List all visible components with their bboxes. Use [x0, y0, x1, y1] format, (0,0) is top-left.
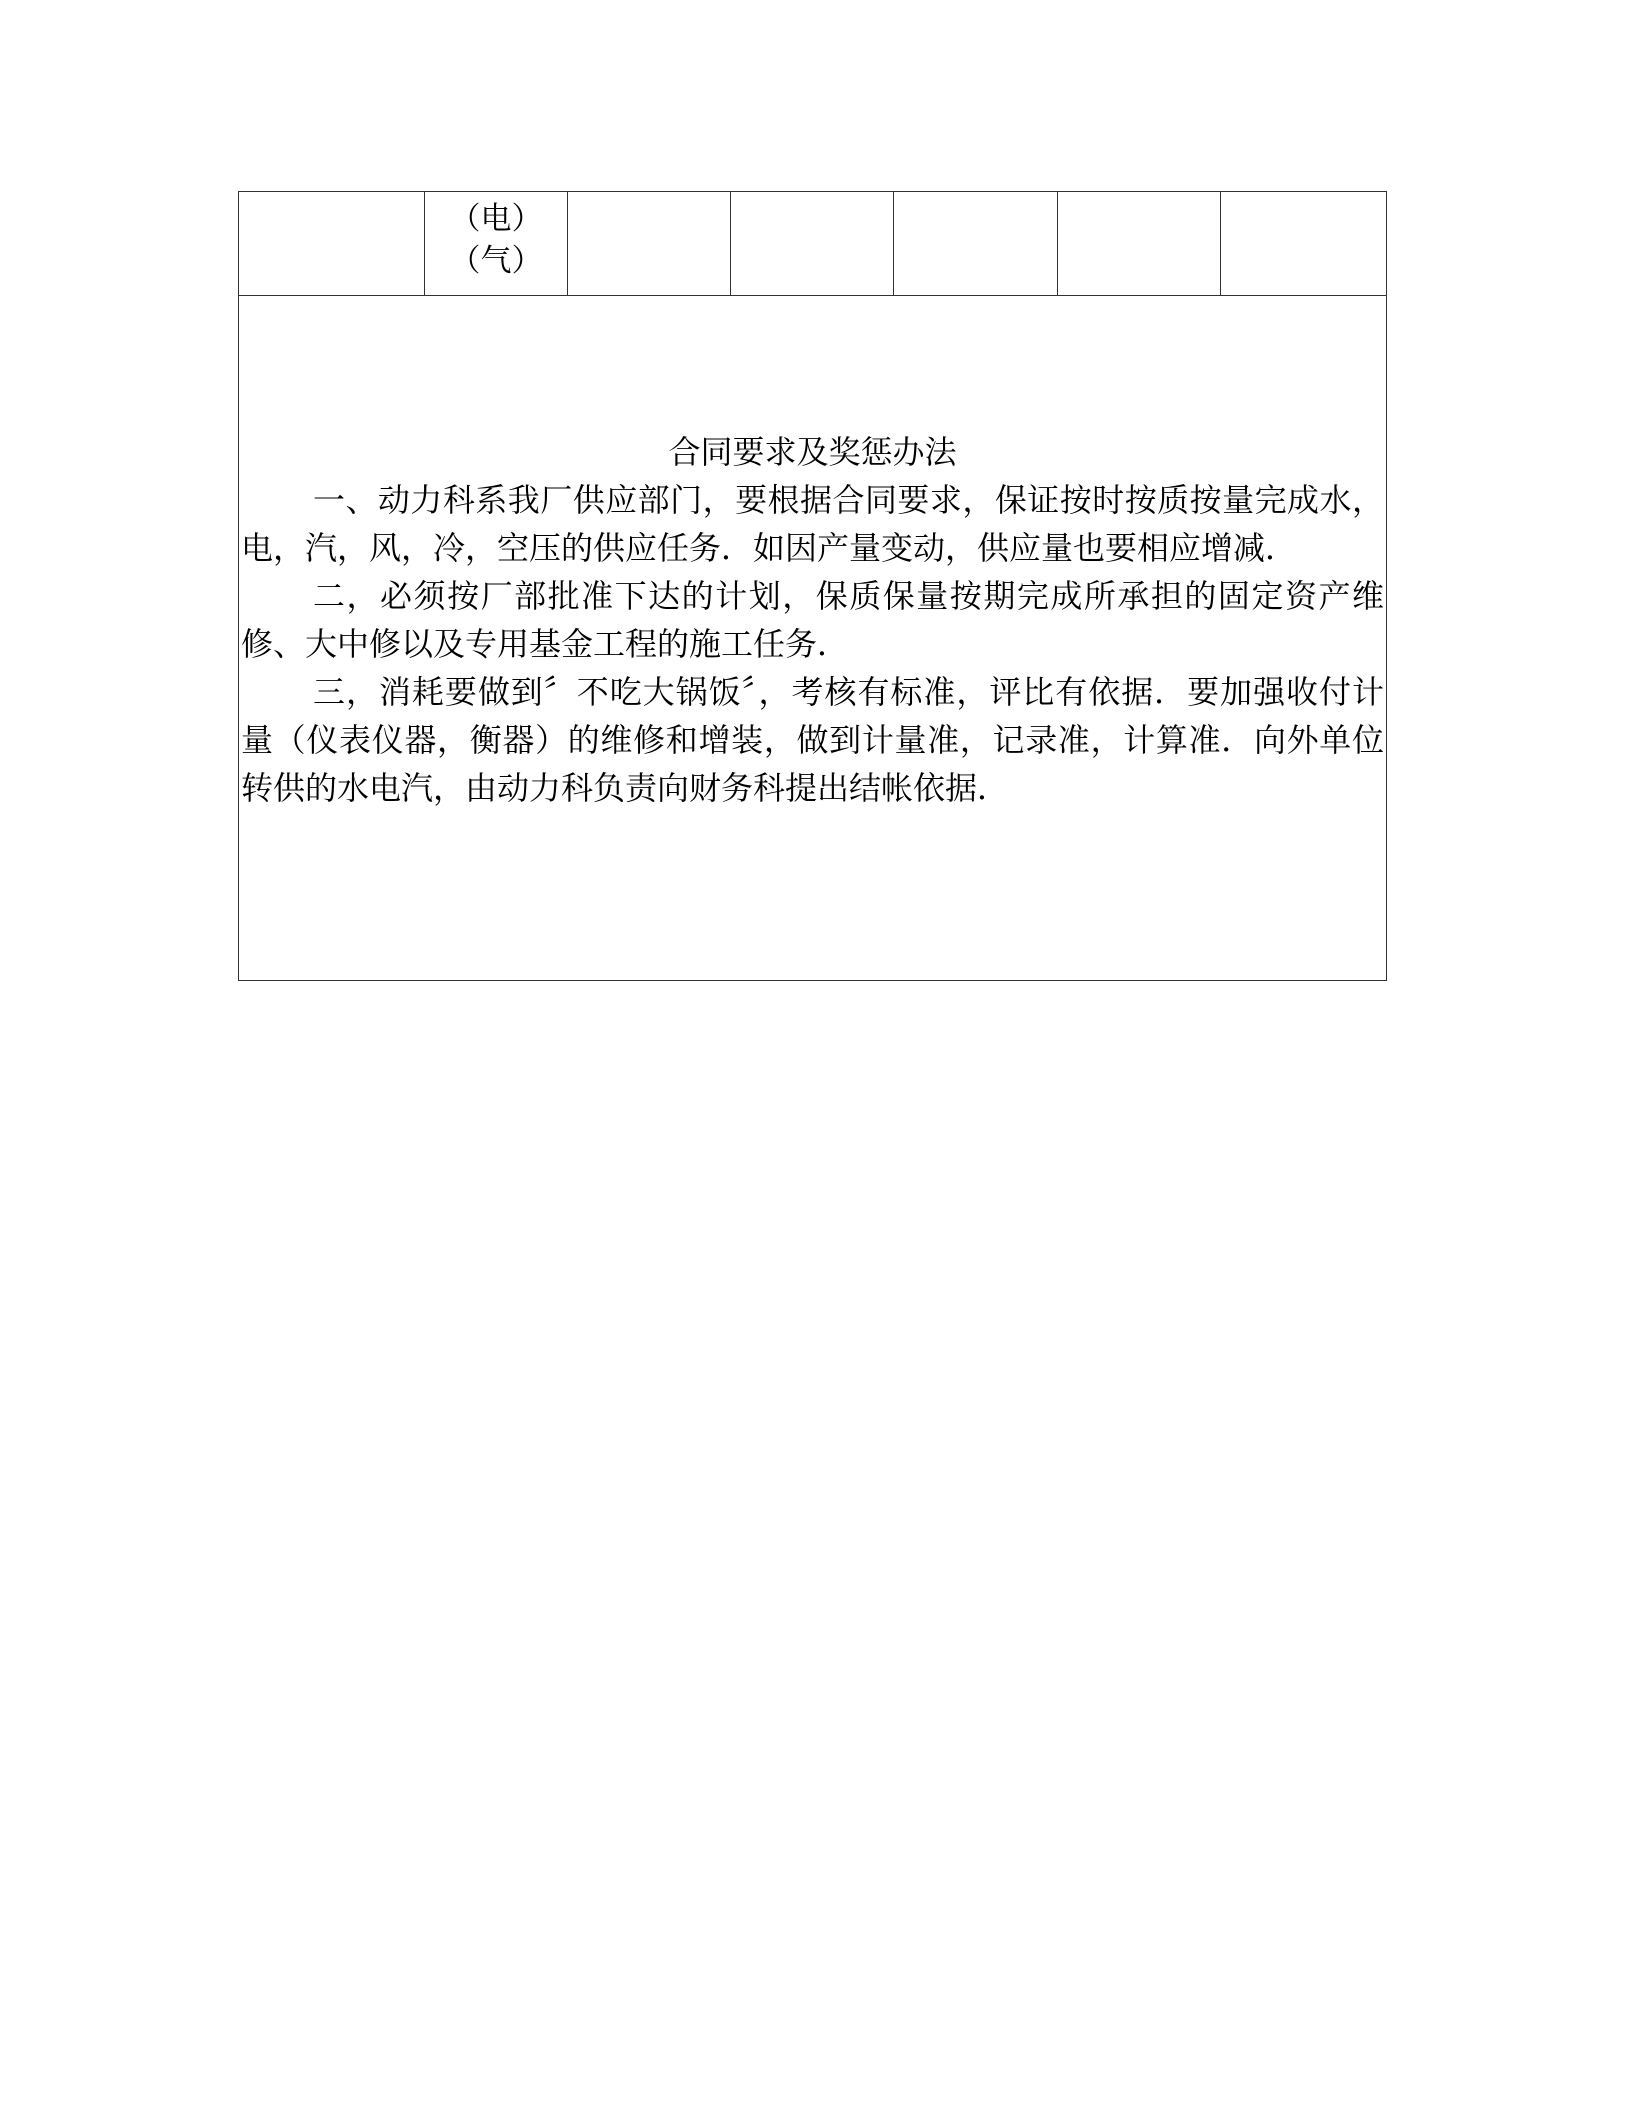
clause-3: 三，消耗要做到〞不吃大锅饭〞，考核有标准，评比有依据．要加强收付计量（仪表仪器，衡器）的维修和增装，做到计量准，记录准，计算准．向外单位转供的水电汽，由动力科负责向财务科提出结帐依据．: [241, 673, 1384, 807]
table-cell-empty: [894, 192, 1058, 296]
table-row: [239, 192, 1387, 296]
unit-gas: （气）: [449, 243, 543, 279]
table-row-contract: [239, 296, 1387, 981]
table-cell-empty: [1058, 192, 1221, 296]
clause-1: 一、动力科系我厂供应部门，要根据合同要求，保证按时按质按量完成水，电，汽，风，冷，空压的供应任务．如因产量变动，供应量也要相应增减．: [241, 481, 1384, 567]
table-cell-empty: [731, 192, 894, 296]
clause-2: 二，必须按厂部批准下达的计划，保质保量按期完成所承担的固定资产维修、大中修以及专用基金工程的施工任务．: [241, 577, 1384, 663]
contract-cell: [239, 296, 1387, 981]
unit-electric: （电）: [449, 201, 543, 237]
contract-title: 合同要求及奖惩办法: [668, 433, 957, 471]
unit-cell: [425, 192, 568, 296]
table-cell-empty: [239, 192, 425, 296]
contract-block: [239, 296, 1386, 812]
contract-table: [238, 191, 1387, 981]
table-cell-empty: [1221, 192, 1387, 296]
table-cell-empty: [568, 192, 731, 296]
